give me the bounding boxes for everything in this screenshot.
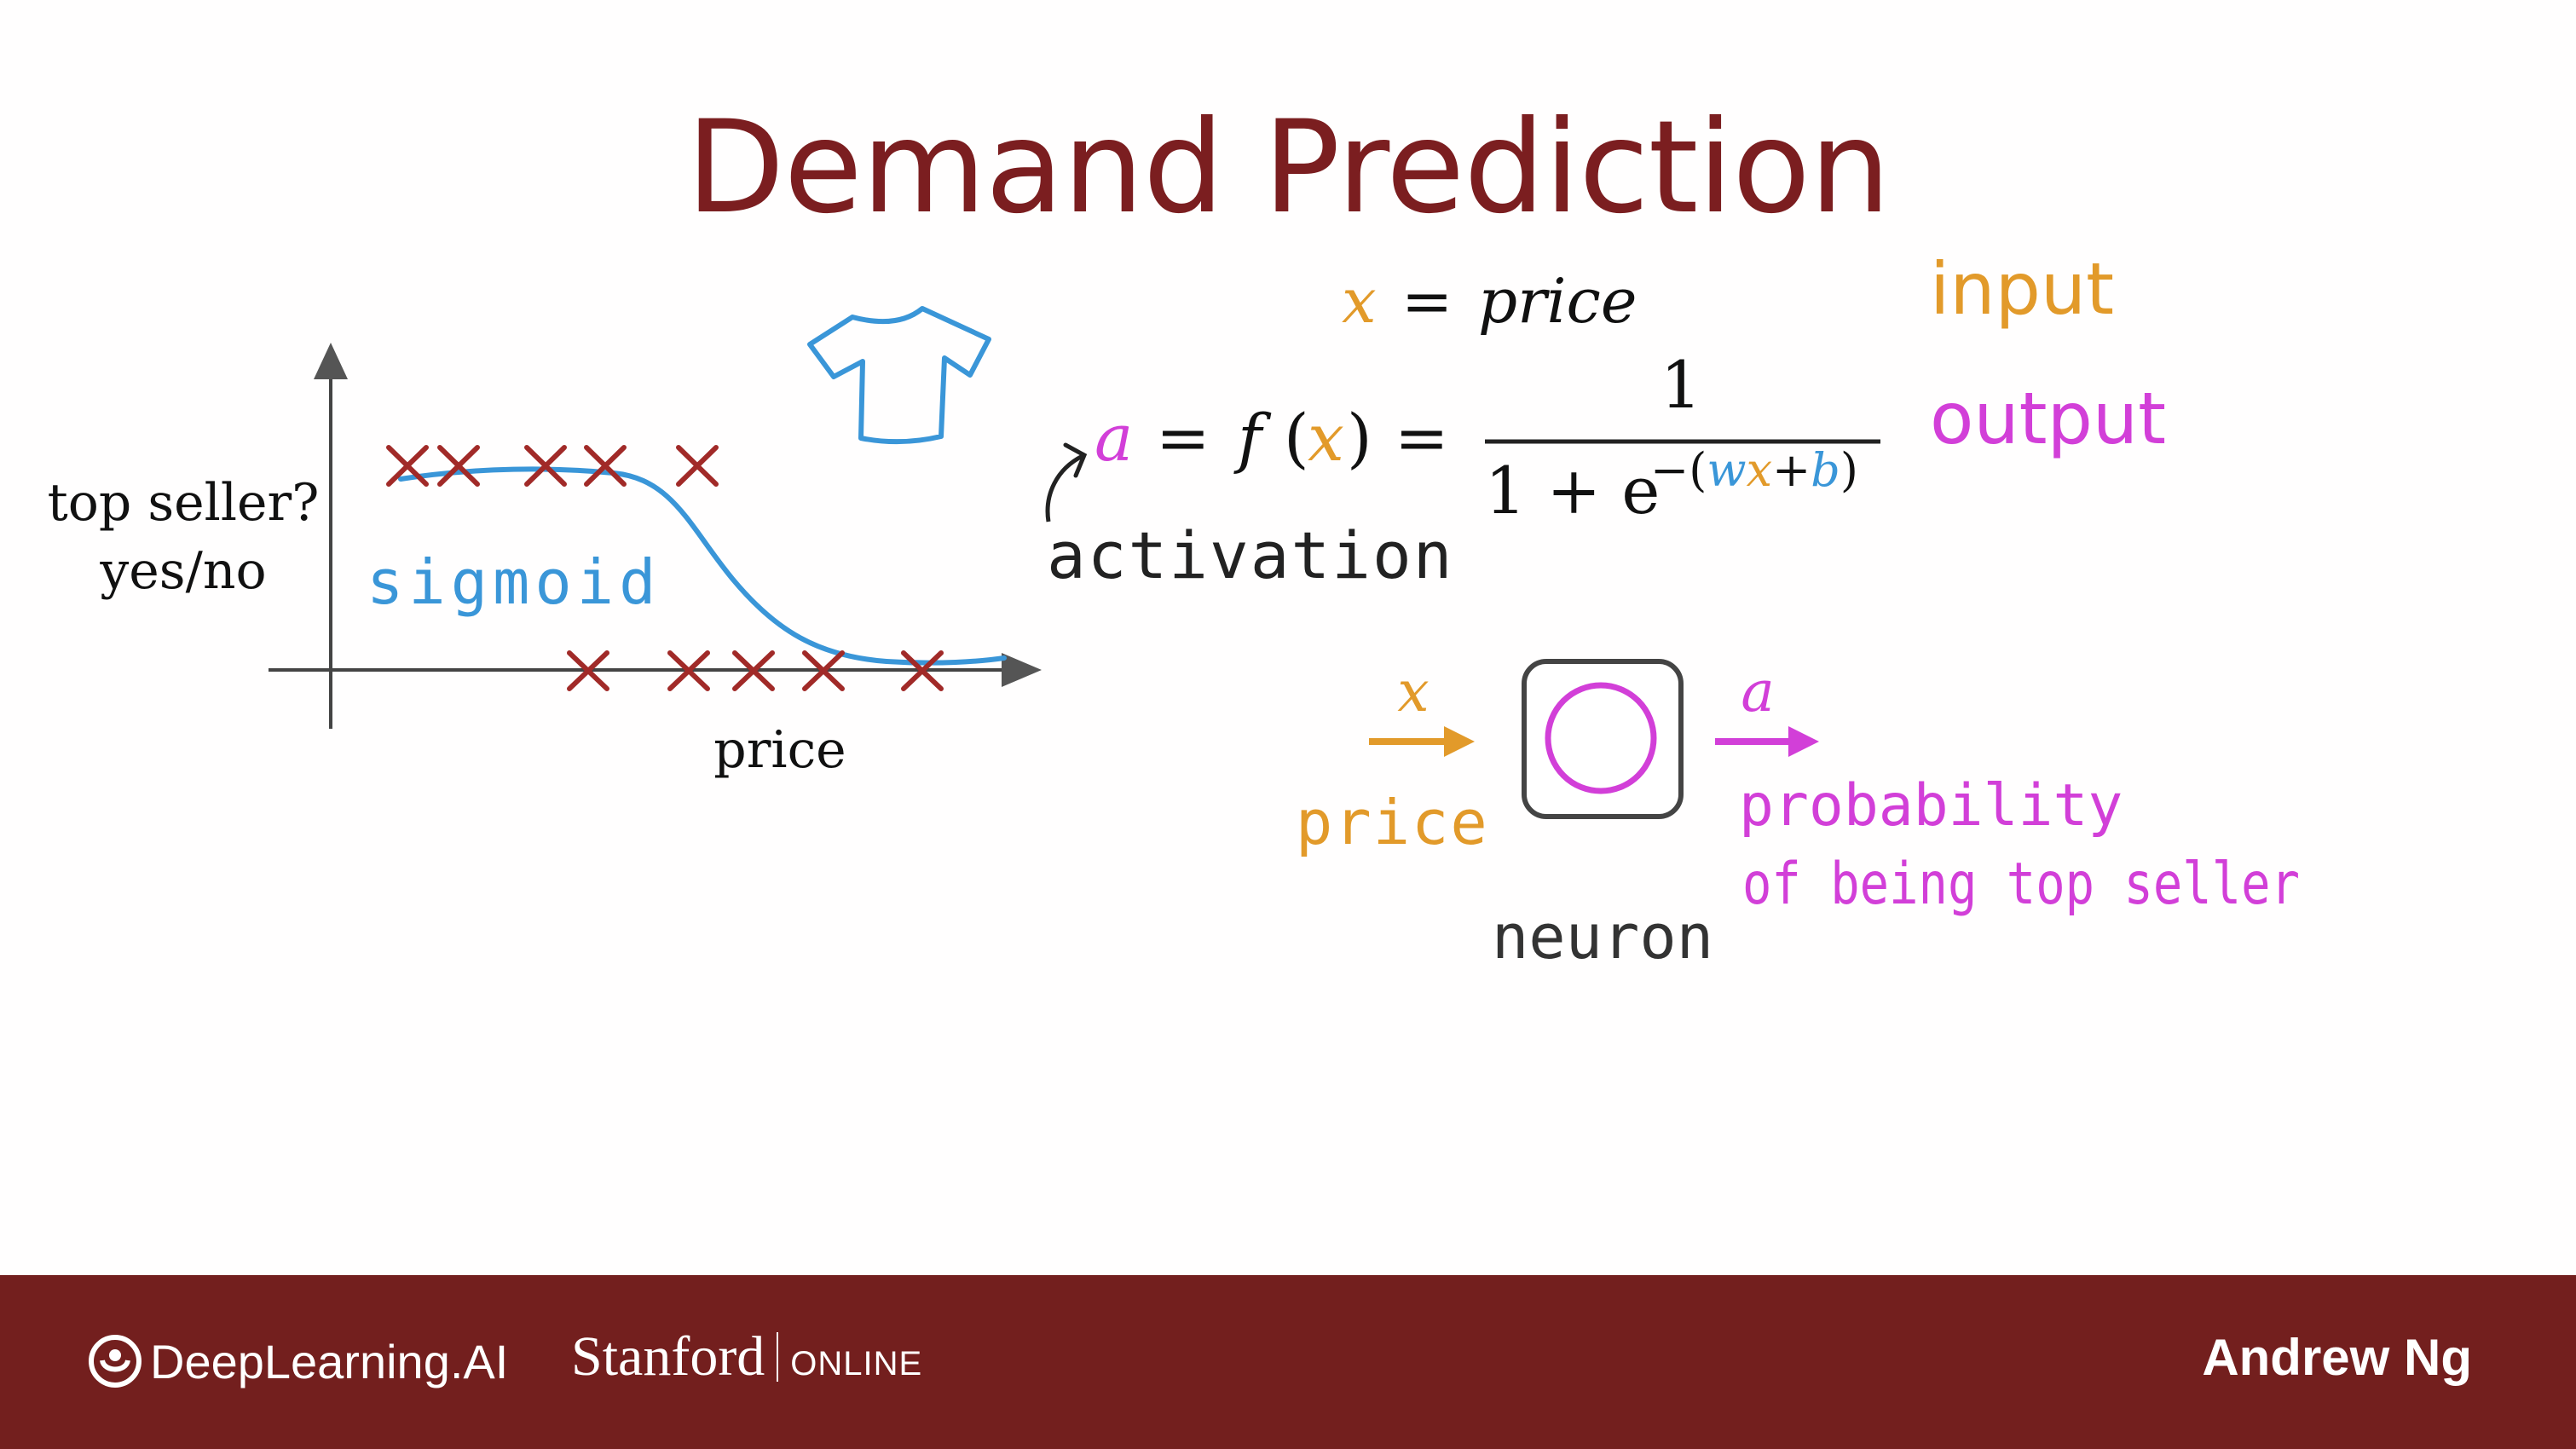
- exp-x: x: [1746, 443, 1773, 497]
- neuron-output-line1: probability: [1739, 772, 2123, 840]
- eq2-x: x: [1308, 400, 1344, 476]
- x-mark: [527, 447, 564, 484]
- neuron-output-line2: of being top seller: [1742, 851, 2300, 918]
- stanford-text: Stanford: [571, 1325, 765, 1388]
- numerator: 1: [1660, 347, 1702, 423]
- exp-close: ): [1840, 443, 1858, 497]
- eq2-paren-close: ): [1347, 400, 1372, 476]
- neuron-input-label: price: [1296, 787, 1489, 858]
- exponent: [1650, 443, 1858, 497]
- exp-b: b: [1811, 443, 1840, 497]
- y-axis-arrow: [314, 343, 348, 379]
- neuron-input-var: x: [1397, 659, 1430, 724]
- eq1-var: x: [1342, 265, 1377, 337]
- output-arrow-head: [1788, 726, 1819, 757]
- denominator-base: 1 + e: [1485, 453, 1661, 528]
- x-mark: [440, 447, 477, 484]
- x-axis-label: price: [713, 720, 846, 780]
- deeplearning-logo: [89, 1331, 508, 1391]
- output-label: output: [1930, 377, 2167, 460]
- eq2-equals: =: [1156, 400, 1210, 476]
- eq1-rhs: price: [1478, 265, 1637, 337]
- online-text: ONLINE: [790, 1345, 923, 1383]
- deeplearning-text: DeepLearning.AI: [150, 1334, 509, 1388]
- y-axis-label-line2: yes/no: [100, 541, 267, 601]
- page-title: Demand Prediction: [686, 94, 1890, 242]
- input-arrow-head: [1444, 726, 1475, 757]
- neuron-output-var: a: [1741, 659, 1775, 724]
- eq2-paren-open: (: [1284, 400, 1309, 476]
- exp-w: w: [1707, 443, 1747, 497]
- stanford-online-logo: [571, 1325, 922, 1389]
- neuron-label: neuron: [1491, 901, 1714, 973]
- activation-label: activation: [1047, 517, 1454, 593]
- eq2-f: f: [1238, 400, 1262, 476]
- author-name: Andrew Ng: [2202, 1329, 2472, 1386]
- exp-minus: −(: [1650, 443, 1707, 497]
- exp-plus: +: [1772, 443, 1811, 497]
- eq1-equals: =: [1401, 265, 1453, 337]
- tshirt-icon: [810, 309, 989, 442]
- footer-bar: [0, 1275, 2576, 1449]
- x-mark: [586, 447, 624, 484]
- eq2-equals2: =: [1395, 400, 1449, 476]
- activation-arrow: [1048, 456, 1083, 522]
- x-mark: [679, 447, 716, 484]
- y-axis-label-line1: top seller?: [47, 473, 320, 533]
- eq2-a: a: [1095, 400, 1134, 476]
- deeplearning-logo-icon: [89, 1335, 142, 1388]
- logo-separator: [777, 1332, 778, 1382]
- input-label: input: [1930, 247, 2115, 331]
- sigmoid-label: sigmoid: [367, 546, 661, 618]
- x-axis-arrow: [1002, 653, 1042, 687]
